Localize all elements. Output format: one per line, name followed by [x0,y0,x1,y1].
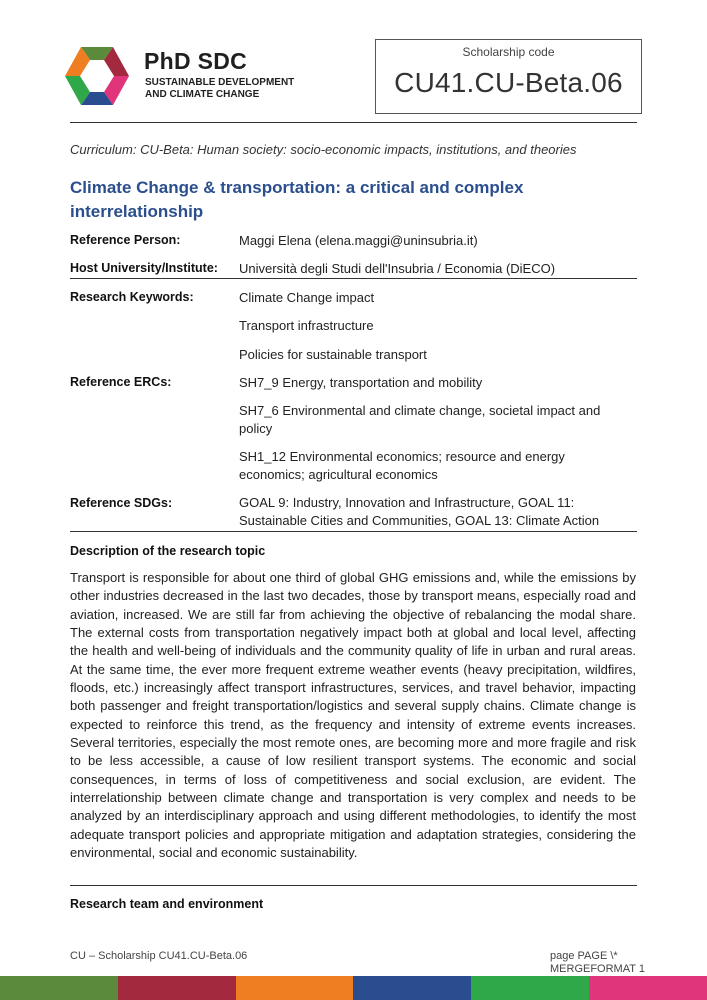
page-title [70,176,630,224]
scholarship-code-label: Scholarship code [462,45,555,59]
color-bar-segment [589,976,707,1000]
fields-divider [70,278,637,279]
erc-item: SH1_12 Environmental economics; resource and energy economics; agricultural economics [239,449,565,482]
host-institute-label: Host University/Institute: [70,261,218,275]
header-divider [70,122,637,123]
footer-scholarship: CU – Scholarship CU41.CU-Beta.06 [70,950,248,962]
footer-page-line1: page PAGE \* [550,950,618,962]
sdgs-label: Reference SDGs: [70,496,173,510]
team-heading: Research team and environment [70,897,264,911]
keywords-label: Research Keywords: [70,290,194,304]
description-heading: Description of the research topic [70,544,266,558]
keyword-item: Climate Change impact [239,290,375,305]
footer-page-field [550,950,645,976]
logo-subtitle [145,77,294,101]
reference-person-label: Reference Person: [70,233,181,247]
color-bar-segment [118,976,236,1000]
curriculum-line: Curriculum: CU-Beta: Human society: socio-economic impacts, institutions, and theories [70,142,577,157]
scholarship-code-box [375,39,642,114]
color-bar-segment [0,976,118,1000]
page-title-line1: Climate Change & transportation: a critical and complex [70,178,524,197]
color-bar-segment [236,976,354,1000]
keyword-item: Transport infrastructure [239,318,374,333]
logo-subtitle-line2: AND CLIMATE CHANGE [145,89,260,100]
description-divider [70,531,637,532]
team-divider [70,885,637,886]
color-bar-segment [353,976,471,1000]
ercs-label: Reference ERCs: [70,375,172,389]
reference-person-value: Maggi Elena (elena.maggi@uninsubria.it) [239,233,478,248]
footer-color-bar [0,976,707,1000]
keyword-item: Policies for sustainable transport [239,347,427,362]
logo-subtitle-line1: SUSTAINABLE DEVELOPMENT [145,77,295,88]
color-bar-segment [471,976,589,1000]
page-title-line2: interrelationship [70,202,204,221]
footer-page-line2: MERGEFORMAT 1 [550,963,645,975]
erc-item: SH7_6 Environmental and climate change, societal impact and policy [239,403,601,436]
logo-title: PhD SDC [144,48,248,74]
scholarship-code-value: CU41.CU-Beta.06 [394,67,623,98]
description-text: Transport is responsible for about one third of global GHG emissions and, while the emissions by other industries decreased in the last two decades, those by transport means, especially road and aviation, increased. We are still far from achieving the objective of rebalancing the modal share. The external costs from transportation negatively impact both at global and local level, affecting the health and well-being of individuals and the community quality of life in urban and rural areas. At the same time, the ever more frequent extreme weather events (heavy precipitation, wildfires, floods, etc.) increasingly affect transport infrastructures, services, and travel behavior, impacting both passenger and freight transportation/logistics and several supply chains. Climate change is expected to reinforce this trend, as the frequency and intensity of extreme events increases. Several territories, especially the most remote ones, are becoming more and more fragile and risk to be less accessible, a cause of low resilient transport systems. The economic and social consequences, in terms of loss of competitiveness and social exclusion, are evident. The interrelationship between climate change and transportation is very complex and needs to be analyzed by an interdisciplinary approach and using different methodologies, to identify the most adequate transport policies and appropriate mitigation and adaptation strategies, considering the environmental, social and economic sustainability. [70,570,636,861]
host-institute-value: Università degli Studi dell'Insubria / Economia (DiECO) [239,261,556,276]
sdgs-value: GOAL 9: Industry, Innovation and Infrastructure, GOAL 11: Sustainable Cities and Communities, GOAL 13: Climate Action [239,495,600,528]
phd-sdc-logo-icon [64,46,130,106]
erc-item: SH7_9 Energy, transportation and mobility [239,375,483,390]
